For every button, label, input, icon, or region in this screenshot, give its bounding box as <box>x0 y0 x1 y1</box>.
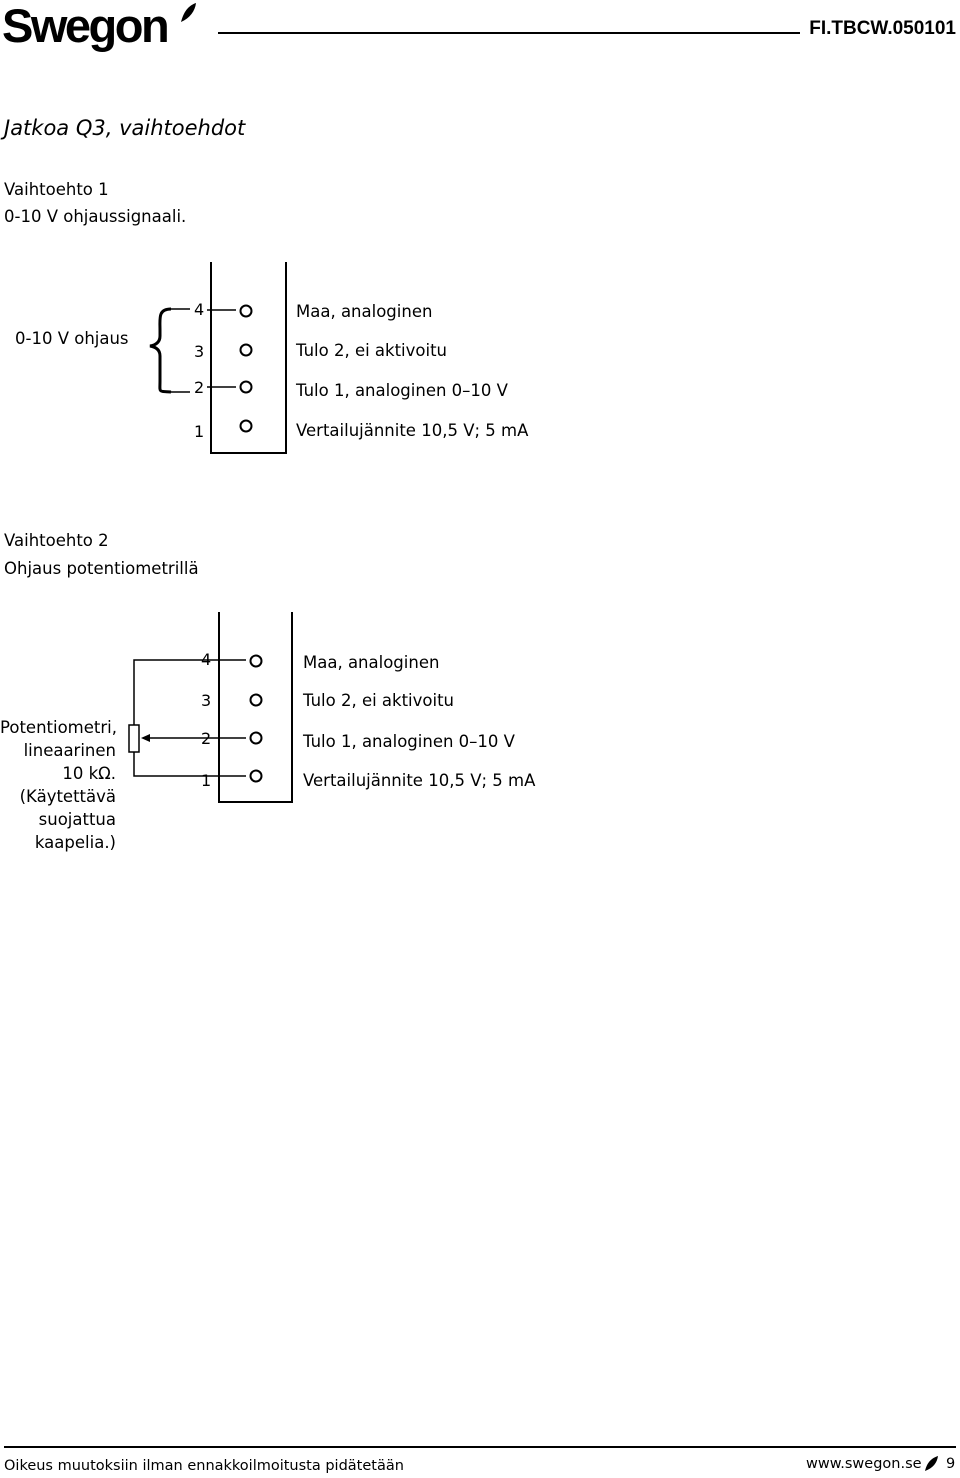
option1-terminal-3-desc: Tulo 2, ei aktivoitu <box>296 341 448 360</box>
option2-title: Vaihtoehto 2 <box>4 531 109 550</box>
option2-terminal-3-desc: Tulo 2, ei aktivoitu <box>303 691 455 710</box>
pot-label-line: kaapelia.) <box>34 833 116 852</box>
option2-subtitle: Ohjaus potentiometrillä <box>4 559 199 578</box>
option1-terminal-2-desc: Tulo 1, analoginen 0–10 V <box>296 381 508 400</box>
option1-terminal-1-number: 1 <box>194 422 205 441</box>
option1-subtitle: 0-10 V ohjaussignaali. <box>4 207 187 226</box>
page-number: 9 <box>946 1456 956 1472</box>
option2-terminal-2-desc: Tulo 1, analoginen 0–10 V <box>303 732 515 751</box>
section-title: Jatkoa Q3, vaihtoehdot <box>4 116 246 140</box>
option2-terminal-1-number: 1 <box>201 771 212 790</box>
option1-terminal-2-number: 2 <box>194 378 205 397</box>
option1-terminal-1-desc: Vertailujännite 10,5 V; 5 mA <box>296 421 529 440</box>
option1-terminal-3-number: 3 <box>194 342 205 361</box>
option2-terminal-4-number: 4 <box>201 650 212 669</box>
swegon-logo: Swegon <box>2 0 168 52</box>
option2-terminal-4-desc: Maa, analoginen <box>303 653 440 672</box>
document-code: FI.TBCW.050101 <box>809 18 956 39</box>
option2-terminal-1-desc: Vertailujännite 10,5 V; 5 mA <box>303 771 536 790</box>
option1-group-label: 0-10 V ohjaus <box>15 329 129 348</box>
option1-terminal-4-number: 4 <box>194 300 205 319</box>
pot-label-line: Potentiometri, <box>0 718 117 737</box>
pot-label-line: suojattua <box>38 810 116 829</box>
option1-title: Vaihtoehto 1 <box>4 180 109 199</box>
option2-terminal-2-number: 2 <box>201 729 212 748</box>
option1-terminal-4-desc: Maa, analoginen <box>296 302 433 321</box>
footer-website: www.swegon.se <box>806 1456 922 1472</box>
pot-label-line: 10 kΩ. <box>62 764 116 783</box>
pot-label-line: lineaarinen <box>23 741 116 760</box>
footer-disclaimer: Oikeus muutoksiin ilman ennakkoilmoitusta pidätetään <box>4 1458 404 1474</box>
option2-terminal-3-number: 3 <box>201 691 212 710</box>
pot-label-line: (Käytettävä <box>19 787 116 806</box>
